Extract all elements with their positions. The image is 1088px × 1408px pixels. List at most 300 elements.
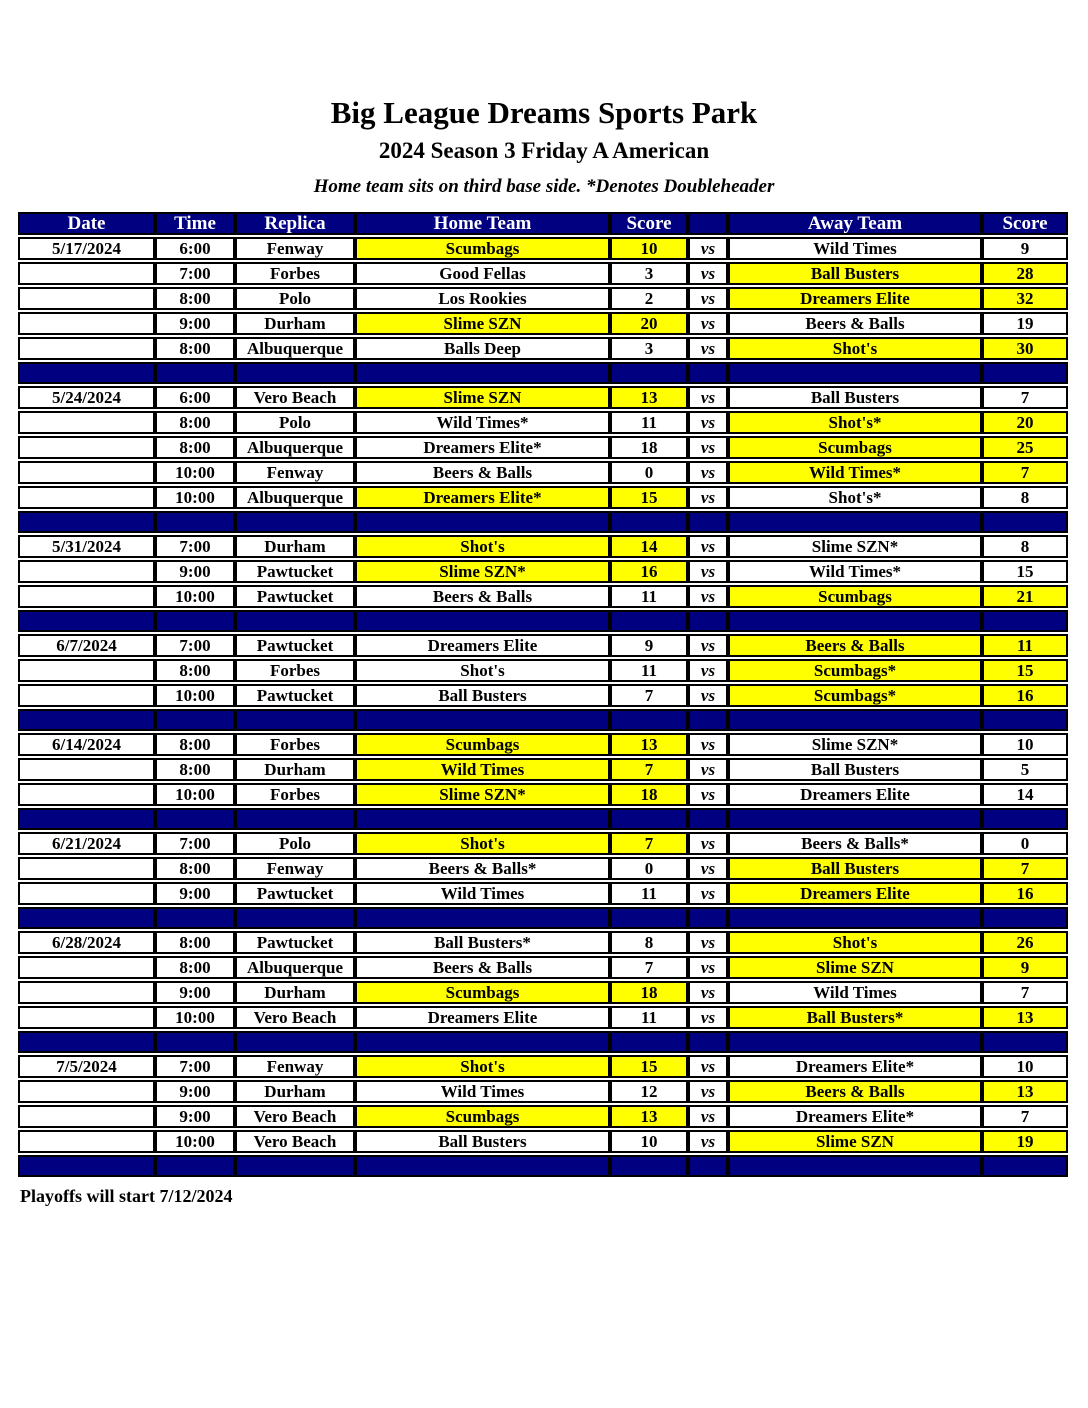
separator-cell (235, 808, 355, 830)
separator-row (18, 709, 1068, 731)
separator-cell (982, 709, 1068, 731)
away-team-cell: Beers & Balls (728, 1080, 982, 1103)
replica-cell: Forbes (235, 733, 355, 756)
separator-cell (728, 907, 982, 929)
away-team-cell: Dreamers Elite* (728, 1105, 982, 1128)
away-team-cell: Shot's* (728, 486, 982, 509)
home-score-cell: 13 (610, 733, 688, 756)
replica-cell: Albuquerque (235, 486, 355, 509)
away-score-cell: 8 (982, 486, 1068, 509)
replica-cell: Fenway (235, 1055, 355, 1078)
home-score-cell: 10 (610, 1130, 688, 1153)
time-cell: 9:00 (155, 882, 235, 905)
home-team-cell: Beers & Balls (355, 585, 610, 608)
home-team-cell: Good Fellas (355, 262, 610, 285)
away-team-cell: Shot's (728, 337, 982, 360)
date-cell: 6/21/2024 (18, 832, 155, 855)
date-cell: 6/14/2024 (18, 733, 155, 756)
time-cell: 8:00 (155, 857, 235, 880)
home-team-cell: Shot's (355, 1055, 610, 1078)
away-score-cell: 10 (982, 1055, 1068, 1078)
home-score-cell: 13 (610, 386, 688, 409)
away-team-cell: Beers & Balls (728, 312, 982, 335)
separator-cell (688, 907, 728, 929)
time-cell: 10:00 (155, 461, 235, 484)
time-cell: 6:00 (155, 237, 235, 260)
replica-cell: Polo (235, 287, 355, 310)
time-cell: 7:00 (155, 535, 235, 558)
game-row (18, 486, 1068, 509)
time-cell: 8:00 (155, 411, 235, 434)
separator-cell (155, 907, 235, 929)
away-score-cell: 8 (982, 535, 1068, 558)
date-cell (18, 262, 155, 285)
away-team-cell: Wild Times (728, 981, 982, 1004)
separator-cell (235, 1031, 355, 1053)
table-body (18, 237, 1068, 1177)
away-score-cell: 0 (982, 832, 1068, 855)
separator-cell (18, 1031, 155, 1053)
separator-cell (355, 511, 610, 533)
separator-cell (355, 610, 610, 632)
time-cell: 8:00 (155, 659, 235, 682)
replica-cell: Pawtucket (235, 882, 355, 905)
separator-cell (688, 511, 728, 533)
date-cell (18, 1006, 155, 1029)
separator-cell (18, 511, 155, 533)
vs-cell: vs (688, 882, 728, 905)
date-cell (18, 337, 155, 360)
away-score-cell: 7 (982, 981, 1068, 1004)
time-cell: 9:00 (155, 312, 235, 335)
time-cell: 7:00 (155, 1055, 235, 1078)
vs-cell: vs (688, 560, 728, 583)
separator-row (18, 511, 1068, 533)
vs-cell: vs (688, 535, 728, 558)
separator-cell (688, 709, 728, 731)
home-score-cell: 16 (610, 560, 688, 583)
date-cell (18, 585, 155, 608)
vs-cell: vs (688, 733, 728, 756)
vs-cell: vs (688, 237, 728, 260)
game-row (18, 758, 1068, 781)
replica-cell: Pawtucket (235, 585, 355, 608)
away-score-cell: 28 (982, 262, 1068, 285)
home-score-cell: 0 (610, 857, 688, 880)
home-team-cell: Scumbags (355, 237, 610, 260)
home-score-cell: 15 (610, 1055, 688, 1078)
separator-cell (355, 362, 610, 384)
vs-cell: vs (688, 956, 728, 979)
vs-cell: vs (688, 981, 728, 1004)
separator-cell (235, 907, 355, 929)
schedule-table (18, 210, 1068, 1179)
separator-cell (235, 362, 355, 384)
time-cell: 10:00 (155, 585, 235, 608)
vs-cell: vs (688, 585, 728, 608)
separator-cell (18, 907, 155, 929)
vs-cell: vs (688, 1055, 728, 1078)
replica-cell: Polo (235, 411, 355, 434)
away-team-cell: Ball Busters (728, 857, 982, 880)
separator-cell (610, 1155, 688, 1177)
away-score-cell: 9 (982, 956, 1068, 979)
col-header-home-score: Score (610, 212, 688, 235)
away-team-cell: Wild Times (728, 237, 982, 260)
separator-row (18, 362, 1068, 384)
replica-cell: Pawtucket (235, 634, 355, 657)
home-team-cell: Scumbags (355, 1105, 610, 1128)
replica-cell: Durham (235, 312, 355, 335)
home-team-cell: Wild Times* (355, 411, 610, 434)
separator-cell (235, 511, 355, 533)
time-cell: 10:00 (155, 783, 235, 806)
separator-cell (155, 709, 235, 731)
separator-cell (155, 362, 235, 384)
date-cell (18, 436, 155, 459)
home-score-cell: 7 (610, 684, 688, 707)
replica-cell: Polo (235, 832, 355, 855)
game-row (18, 981, 1068, 1004)
away-score-cell: 21 (982, 585, 1068, 608)
home-team-cell: Slime SZN (355, 312, 610, 335)
separator-cell (728, 511, 982, 533)
home-team-cell: Scumbags (355, 733, 610, 756)
separator-cell (155, 808, 235, 830)
away-team-cell: Scumbags (728, 436, 982, 459)
replica-cell: Durham (235, 981, 355, 1004)
separator-cell (982, 808, 1068, 830)
col-header-away-score: Score (982, 212, 1068, 235)
away-team-cell: Slime SZN (728, 956, 982, 979)
separator-cell (18, 610, 155, 632)
replica-cell: Albuquerque (235, 956, 355, 979)
game-row (18, 634, 1068, 657)
replica-cell: Pawtucket (235, 560, 355, 583)
game-row (18, 1006, 1068, 1029)
home-team-cell: Beers & Balls (355, 956, 610, 979)
home-score-cell: 11 (610, 1006, 688, 1029)
time-cell: 10:00 (155, 684, 235, 707)
game-row (18, 1130, 1068, 1153)
away-team-cell: Ball Busters (728, 758, 982, 781)
game-row (18, 411, 1068, 434)
time-cell: 9:00 (155, 1105, 235, 1128)
separator-cell (982, 1155, 1068, 1177)
replica-cell: Albuquerque (235, 436, 355, 459)
replica-cell: Fenway (235, 461, 355, 484)
time-cell: 6:00 (155, 386, 235, 409)
away-score-cell: 5 (982, 758, 1068, 781)
home-score-cell: 11 (610, 585, 688, 608)
game-row (18, 882, 1068, 905)
separator-cell (728, 1155, 982, 1177)
home-team-cell: Shot's (355, 535, 610, 558)
date-cell (18, 882, 155, 905)
away-score-cell: 13 (982, 1080, 1068, 1103)
date-cell (18, 1105, 155, 1128)
away-team-cell: Ball Busters* (728, 1006, 982, 1029)
home-score-cell: 13 (610, 1105, 688, 1128)
home-score-cell: 11 (610, 882, 688, 905)
separator-cell (688, 1155, 728, 1177)
replica-cell: Durham (235, 1080, 355, 1103)
home-team-cell: Los Rookies (355, 287, 610, 310)
away-team-cell: Ball Busters (728, 262, 982, 285)
time-cell: 9:00 (155, 560, 235, 583)
time-cell: 7:00 (155, 634, 235, 657)
home-team-cell: Ball Busters (355, 684, 610, 707)
vs-cell: vs (688, 634, 728, 657)
doubleheader-note: Home team sits on third base side. *Denotes Doubleheader (313, 176, 775, 198)
away-team-cell: Shot's (728, 931, 982, 954)
away-score-cell: 7 (982, 857, 1068, 880)
replica-cell: Pawtucket (235, 684, 355, 707)
separator-cell (18, 1155, 155, 1177)
replica-cell: Albuquerque (235, 337, 355, 360)
replica-cell: Forbes (235, 783, 355, 806)
separator-cell (155, 511, 235, 533)
separator-cell (155, 1031, 235, 1053)
time-cell: 8:00 (155, 733, 235, 756)
game-row (18, 237, 1068, 260)
away-score-cell: 26 (982, 931, 1068, 954)
game-row (18, 659, 1068, 682)
home-team-cell: Beers & Balls (355, 461, 610, 484)
away-team-cell: Dreamers Elite* (728, 1055, 982, 1078)
home-team-cell: Dreamers Elite (355, 1006, 610, 1029)
home-score-cell: 7 (610, 758, 688, 781)
home-team-cell: Shot's (355, 832, 610, 855)
separator-cell (235, 1155, 355, 1177)
col-header-replica: Replica (235, 212, 355, 235)
time-cell: 8:00 (155, 287, 235, 310)
away-score-cell: 16 (982, 882, 1068, 905)
vs-cell: vs (688, 386, 728, 409)
game-row (18, 262, 1068, 285)
replica-cell: Fenway (235, 857, 355, 880)
away-team-cell: Dreamers Elite (728, 783, 982, 806)
away-score-cell: 32 (982, 287, 1068, 310)
separator-cell (155, 1155, 235, 1177)
home-team-cell: Dreamers Elite (355, 634, 610, 657)
replica-cell: Vero Beach (235, 1105, 355, 1128)
away-score-cell: 7 (982, 1105, 1068, 1128)
away-team-cell: Scumbags* (728, 659, 982, 682)
home-score-cell: 3 (610, 337, 688, 360)
separator-cell (610, 808, 688, 830)
separator-cell (982, 907, 1068, 929)
home-score-cell: 2 (610, 287, 688, 310)
away-team-cell: Slime SZN (728, 1130, 982, 1153)
date-cell (18, 287, 155, 310)
game-row (18, 337, 1068, 360)
separator-cell (982, 1031, 1068, 1053)
separator-cell (610, 610, 688, 632)
away-team-cell: Beers & Balls* (728, 832, 982, 855)
date-cell (18, 783, 155, 806)
date-cell (18, 461, 155, 484)
home-team-cell: Slime SZN (355, 386, 610, 409)
away-score-cell: 30 (982, 337, 1068, 360)
vs-cell: vs (688, 659, 728, 682)
page-title: Big League Dreams Sports Park (330, 95, 758, 130)
date-cell: 7/5/2024 (18, 1055, 155, 1078)
away-score-cell: 25 (982, 436, 1068, 459)
separator-cell (18, 709, 155, 731)
away-team-cell: Beers & Balls (728, 634, 982, 657)
date-cell (18, 560, 155, 583)
away-team-cell: Slime SZN* (728, 733, 982, 756)
replica-cell: Vero Beach (235, 386, 355, 409)
vs-cell: vs (688, 411, 728, 434)
vs-cell: vs (688, 312, 728, 335)
home-score-cell: 7 (610, 832, 688, 855)
game-row (18, 461, 1068, 484)
vs-cell: vs (688, 1130, 728, 1153)
away-team-cell: Dreamers Elite (728, 287, 982, 310)
separator-cell (688, 808, 728, 830)
separator-cell (355, 1155, 610, 1177)
separator-cell (355, 808, 610, 830)
home-team-cell: Dreamers Elite* (355, 486, 610, 509)
vs-cell: vs (688, 1105, 728, 1128)
replica-cell: Durham (235, 535, 355, 558)
separator-row (18, 1155, 1068, 1177)
time-cell: 8:00 (155, 758, 235, 781)
away-score-cell: 19 (982, 1130, 1068, 1153)
home-score-cell: 0 (610, 461, 688, 484)
game-row (18, 783, 1068, 806)
separator-cell (688, 362, 728, 384)
col-header-vs-spacer (688, 212, 728, 235)
separator-cell (728, 610, 982, 632)
col-header-away-team: Away Team (728, 212, 982, 235)
vs-cell: vs (688, 486, 728, 509)
vs-cell: vs (688, 461, 728, 484)
away-score-cell: 14 (982, 783, 1068, 806)
game-row (18, 684, 1068, 707)
game-row (18, 1055, 1068, 1078)
replica-cell: Durham (235, 758, 355, 781)
separator-row (18, 907, 1068, 929)
date-cell (18, 1130, 155, 1153)
away-team-cell: Ball Busters (728, 386, 982, 409)
home-team-cell: Shot's (355, 659, 610, 682)
separator-cell (982, 610, 1068, 632)
separator-cell (235, 709, 355, 731)
away-team-cell: Wild Times* (728, 461, 982, 484)
home-score-cell: 10 (610, 237, 688, 260)
vs-cell: vs (688, 931, 728, 954)
col-header-home-team: Home Team (355, 212, 610, 235)
away-team-cell: Scumbags* (728, 684, 982, 707)
vs-cell: vs (688, 857, 728, 880)
game-row (18, 931, 1068, 954)
vs-cell: vs (688, 436, 728, 459)
home-team-cell: Beers & Balls* (355, 857, 610, 880)
date-cell (18, 956, 155, 979)
separator-cell (982, 511, 1068, 533)
away-team-cell: Shot's* (728, 411, 982, 434)
game-row (18, 386, 1068, 409)
home-score-cell: 3 (610, 262, 688, 285)
home-score-cell: 9 (610, 634, 688, 657)
separator-cell (355, 709, 610, 731)
separator-cell (155, 610, 235, 632)
away-score-cell: 7 (982, 386, 1068, 409)
time-cell: 8:00 (155, 931, 235, 954)
separator-cell (982, 362, 1068, 384)
home-score-cell: 8 (610, 931, 688, 954)
separator-cell (355, 907, 610, 929)
date-cell (18, 1080, 155, 1103)
time-cell: 9:00 (155, 981, 235, 1004)
game-row (18, 857, 1068, 880)
date-cell: 5/31/2024 (18, 535, 155, 558)
date-cell (18, 684, 155, 707)
home-team-cell: Wild Times (355, 882, 610, 905)
vs-cell: vs (688, 783, 728, 806)
game-row (18, 287, 1068, 310)
separator-cell (728, 808, 982, 830)
page-subtitle: 2024 Season 3 Friday A American (378, 138, 710, 164)
separator-cell (610, 1031, 688, 1053)
home-team-cell: Ball Busters* (355, 931, 610, 954)
home-score-cell: 18 (610, 981, 688, 1004)
away-score-cell: 15 (982, 560, 1068, 583)
separator-row (18, 808, 1068, 830)
date-cell (18, 486, 155, 509)
away-score-cell: 15 (982, 659, 1068, 682)
vs-cell: vs (688, 337, 728, 360)
separator-cell (688, 1031, 728, 1053)
date-cell (18, 857, 155, 880)
separator-row (18, 1031, 1068, 1053)
separator-cell (610, 709, 688, 731)
game-row (18, 535, 1068, 558)
vs-cell: vs (688, 262, 728, 285)
date-cell: 5/17/2024 (18, 237, 155, 260)
game-row (18, 1105, 1068, 1128)
date-cell: 5/24/2024 (18, 386, 155, 409)
separator-cell (728, 709, 982, 731)
date-cell (18, 659, 155, 682)
away-score-cell: 9 (982, 237, 1068, 260)
game-row (18, 956, 1068, 979)
away-team-cell: Scumbags (728, 585, 982, 608)
separator-cell (18, 362, 155, 384)
away-team-cell: Slime SZN* (728, 535, 982, 558)
game-row (18, 1080, 1068, 1103)
home-team-cell: Wild Times (355, 758, 610, 781)
game-row (18, 560, 1068, 583)
home-score-cell: 11 (610, 659, 688, 682)
vs-cell: vs (688, 832, 728, 855)
playoffs-note: Playoffs will start 7/12/2024 (20, 1186, 233, 1207)
vs-cell: vs (688, 684, 728, 707)
separator-cell (18, 808, 155, 830)
separator-cell (728, 362, 982, 384)
game-row (18, 733, 1068, 756)
game-row (18, 312, 1068, 335)
separator-cell (610, 511, 688, 533)
time-cell: 10:00 (155, 486, 235, 509)
replica-cell: Fenway (235, 237, 355, 260)
away-score-cell: 11 (982, 634, 1068, 657)
home-team-cell: Ball Busters (355, 1130, 610, 1153)
time-cell: 8:00 (155, 337, 235, 360)
